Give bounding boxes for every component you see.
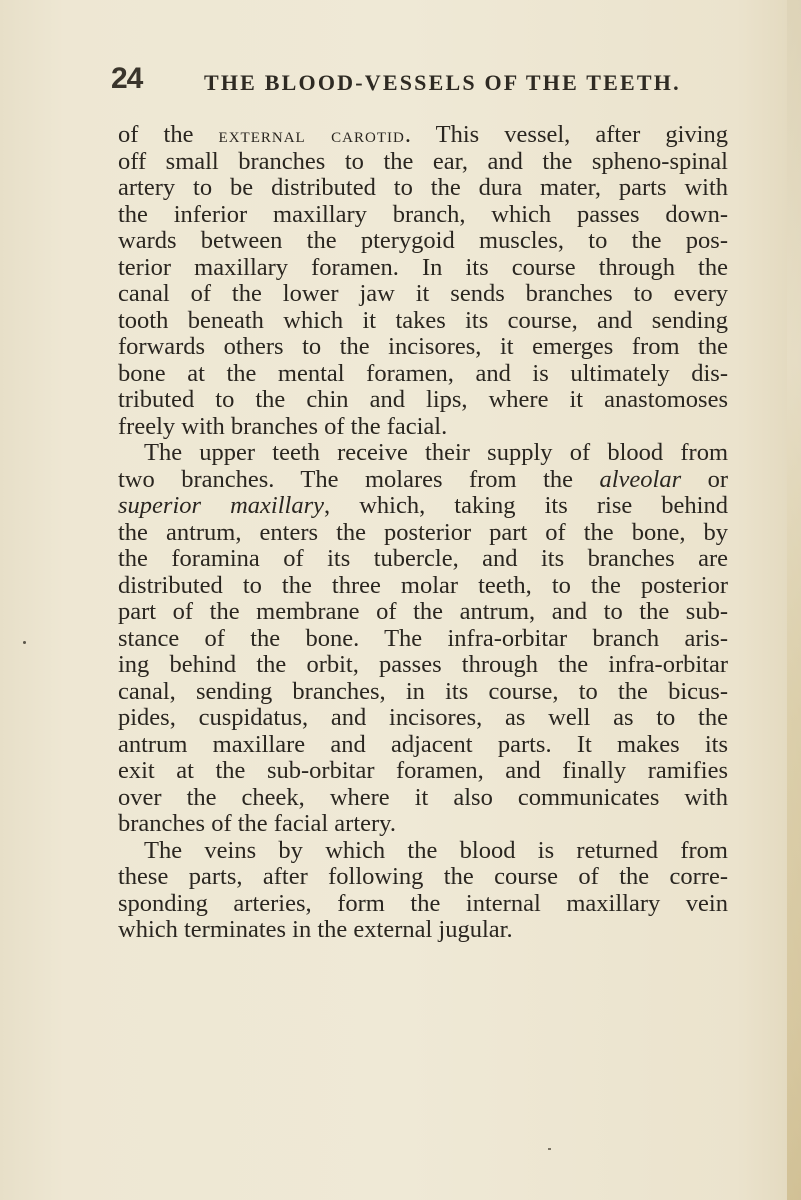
text-line: the antrum, enters the posterior part of the bone, by bbox=[118, 518, 728, 546]
text-line: two branches. The molares from the alveolar or bbox=[118, 465, 728, 493]
text-line: terior maxillary foramen. In its course through the bbox=[118, 253, 728, 281]
text-line: sponding arteries, form the internal maxillary vein bbox=[118, 889, 728, 917]
italic-term: superior maxillary bbox=[118, 492, 325, 519]
running-title: THE BLOOD-VESSELS OF THE TEETH. bbox=[204, 70, 681, 95]
text-line: tooth beneath which it takes its course, and sending bbox=[118, 306, 728, 334]
text-line: off small branches to the ear, and the spheno-spinal bbox=[118, 147, 728, 175]
paragraph bbox=[118, 122, 728, 440]
page-number: 24 bbox=[111, 62, 143, 95]
italic-term: alveolar bbox=[599, 465, 682, 493]
text-line: artery to be distributed to the dura mater, parts with bbox=[118, 174, 728, 201]
text-line: freely with branches of the facial. bbox=[118, 412, 448, 440]
text-line: the inferior maxillary branch, which passes down- bbox=[118, 200, 728, 228]
text-line: exit at the sub-orbitar foramen, and finally ramifies bbox=[118, 757, 728, 784]
page-edge-shadow bbox=[787, 0, 801, 1200]
text-line: canal, sending branches, in its course, to the bicus- bbox=[118, 677, 728, 705]
text-line: of the external carotid. This vessel, after giving bbox=[118, 121, 728, 148]
body-text bbox=[118, 122, 728, 944]
text-line: stance of the bone. The infra-orbitar branch aris- bbox=[118, 624, 728, 652]
text-line: ing behind the orbit, passes through the infra-orbitar bbox=[118, 651, 728, 678]
text-line: which terminates in the external jugular. bbox=[118, 916, 513, 943]
text-line: pides, cuspidatus, and incisores, as well as to the bbox=[118, 704, 728, 731]
text-line: over the cheek, where it also communicates with bbox=[118, 783, 728, 811]
text-line: part of the membrane of the antrum, and to the sub- bbox=[118, 598, 728, 625]
text-line: distributed to the three molar teeth, to the posterior bbox=[118, 571, 728, 599]
text-line: bone at the mental foramen, and is ultimately dis- bbox=[118, 359, 728, 387]
paragraph bbox=[118, 838, 728, 944]
text-line: these parts, after following the course of the corre- bbox=[118, 863, 728, 890]
text-line: The veins by which the blood is returned from bbox=[144, 836, 728, 864]
ink-speck bbox=[548, 1148, 551, 1150]
text-line: canal of the lower jaw it sends branches to every bbox=[118, 280, 728, 307]
ink-speck bbox=[23, 641, 26, 644]
text-line: The upper teeth receive their supply of blood from bbox=[144, 439, 728, 466]
small-caps-term: external carotid bbox=[218, 122, 405, 147]
text-line: wards between the pterygoid muscles, to the pos- bbox=[118, 227, 728, 254]
text-line: antrum maxillare and adjacent parts. It makes its bbox=[118, 730, 728, 758]
text-line: forwards others to the incisores, it emerges from the bbox=[118, 333, 728, 360]
running-head bbox=[0, 62, 801, 102]
text-line: branches of the facial artery. bbox=[118, 810, 396, 837]
text-line: superior maxillary, which, taking its rise behind bbox=[118, 492, 728, 519]
paragraph bbox=[118, 440, 728, 838]
text-line: tributed to the chin and lips, where it anastomoses bbox=[118, 386, 728, 413]
text-line: the foramina of its tubercle, and its branches are bbox=[118, 545, 728, 572]
